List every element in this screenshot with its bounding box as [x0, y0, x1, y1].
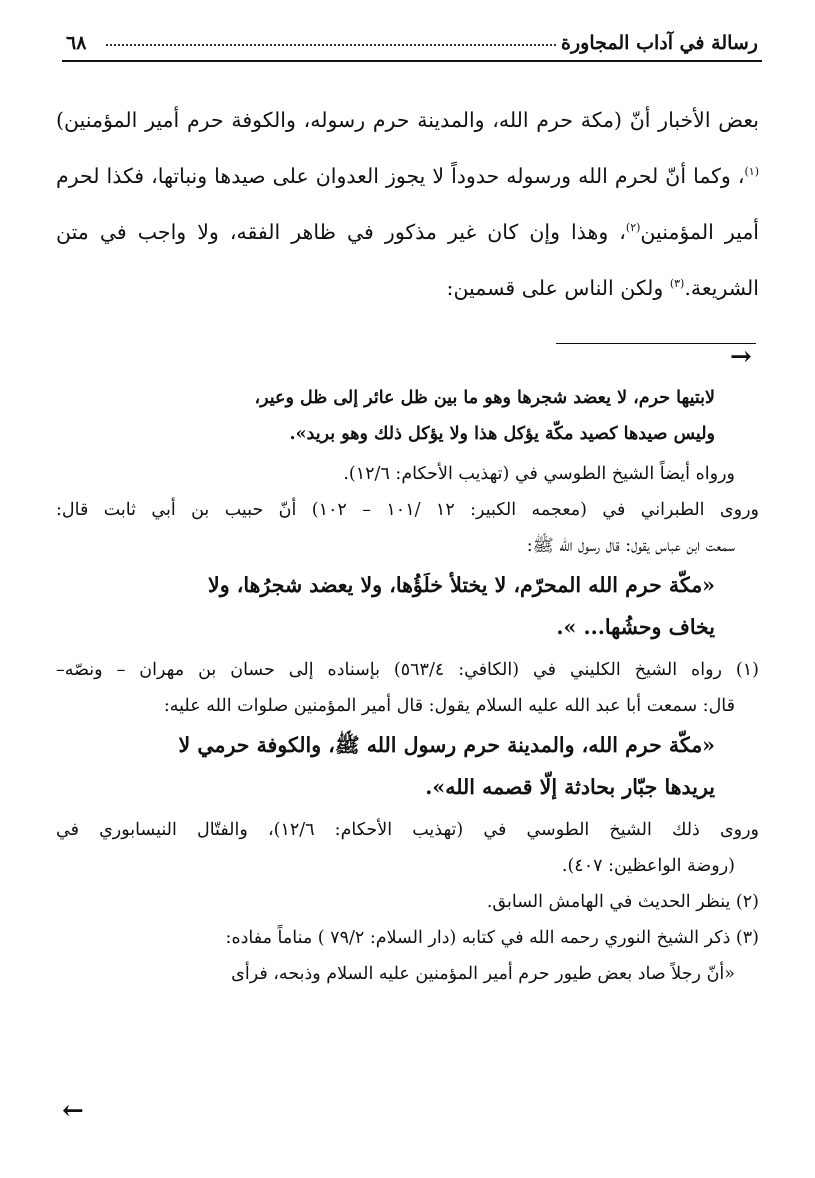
footnotes	[56, 380, 759, 992]
main-text	[56, 92, 759, 316]
text-run: ولا واجب في متن الشريعة.	[56, 220, 759, 300]
footnote-3: (٣) ذكر الشيخ النوري رحمه الله في كتابه (دار السلام: ٧٩/٢ ) مناماً مفاده:	[225, 928, 759, 948]
footnote-text: قال: سمعت أبا عبد الله عليه السلام يقول: قال أمير المؤمنين صلوات الله عليه:	[163, 696, 735, 716]
main-paragraph	[56, 92, 759, 316]
quote-line: لابتيها حرم، لا يعضد شجرها وهو ما بين ظل عائر إلى ظل وعير،	[254, 388, 715, 408]
quote-line: وليس صيدها كصيد مكّة يؤكل هذا ولا يؤكل ذلك وهو بريد».	[289, 424, 715, 444]
footnote-text: وروى ذلك الشيخ الطوسي في (تهذيب الأحكام: ١٢/٦)، والفتّال النيسابوري في	[56, 820, 760, 840]
text-run: ونباتها، فكذا لحرم أمير المؤمنين	[56, 164, 759, 244]
text-run: ولكن الناس على قسمين:	[446, 276, 670, 300]
footnote-text: (روضة الواعظين: ٤٠٧).	[561, 856, 735, 876]
footnote-ref-1[interactable]: (١)	[744, 165, 759, 179]
quote-line: يريدها جبّار بحادثة إلّا قصمه الله».	[425, 775, 715, 799]
text-run: بعض الأخبار أنّ (مكة حرم الله، والمدينة حرم رسوله، والكوفة حرم أمير	[145, 108, 759, 132]
quote-line: «مكّة حرم الله، والمدينة حرم رسول الله ﷺ، والكوفة حرمي لا	[178, 733, 715, 757]
footnote-ref-3[interactable]: (٣)	[669, 277, 685, 291]
header-leader-dots	[106, 44, 556, 46]
footnote-text: ورواه أيضاً الشيخ الطوسي في (تهذيب الأحكام: ١٢/٦).	[343, 464, 735, 484]
arrow-left-icon: ←	[62, 1096, 84, 1126]
footnote-text: وروى الطبراني في (معجمه الكبير: ١٢ /١٠١ – ١٠٢) أنّ حبيب بن أبي ثابت قال:	[56, 500, 759, 520]
text-run: ، وهذا وإن كان غير مذكور في ظاهر الفقه،	[229, 220, 626, 244]
quote-line: «أنّ رجلاً صاد بعض طيور حرم أمير المؤمنين عليه السلام وذبحه، فرأى	[231, 964, 735, 984]
footnote-separator	[556, 343, 756, 344]
footnote-2: (٢) ينظر الحديث في الهامش السابق.	[486, 892, 759, 912]
quote-line: يخاف وحشُها... ».	[556, 615, 715, 639]
header-title: رسالة في آداب المجاورة	[561, 32, 758, 54]
text-run: المؤمنين)	[56, 108, 138, 132]
page-number: ٦٨	[66, 32, 87, 54]
quote-line: «مكّة حرم الله المحرّم، لا يختلأ خلَؤُها، ولا يعضد شجرُها، ولا	[208, 573, 715, 597]
arrow-right-icon: →	[730, 342, 752, 372]
footnote-1: (١) رواه الشيخ الكليني في (الكافي: ٥٦٣/٤) بإسناده إلى حسان بن مهران – ونصّه–	[56, 660, 759, 680]
running-header	[62, 28, 762, 62]
footnote-text: سمعت ابن عباس يقول: قال رسول الله ﷺ:	[526, 536, 735, 556]
text-run: ، وكما أنّ لحرم الله ورسوله حدوداً لا يجوز العدوان على صيدها	[214, 164, 745, 188]
footnote-ref-2[interactable]: (٢)	[625, 221, 641, 235]
